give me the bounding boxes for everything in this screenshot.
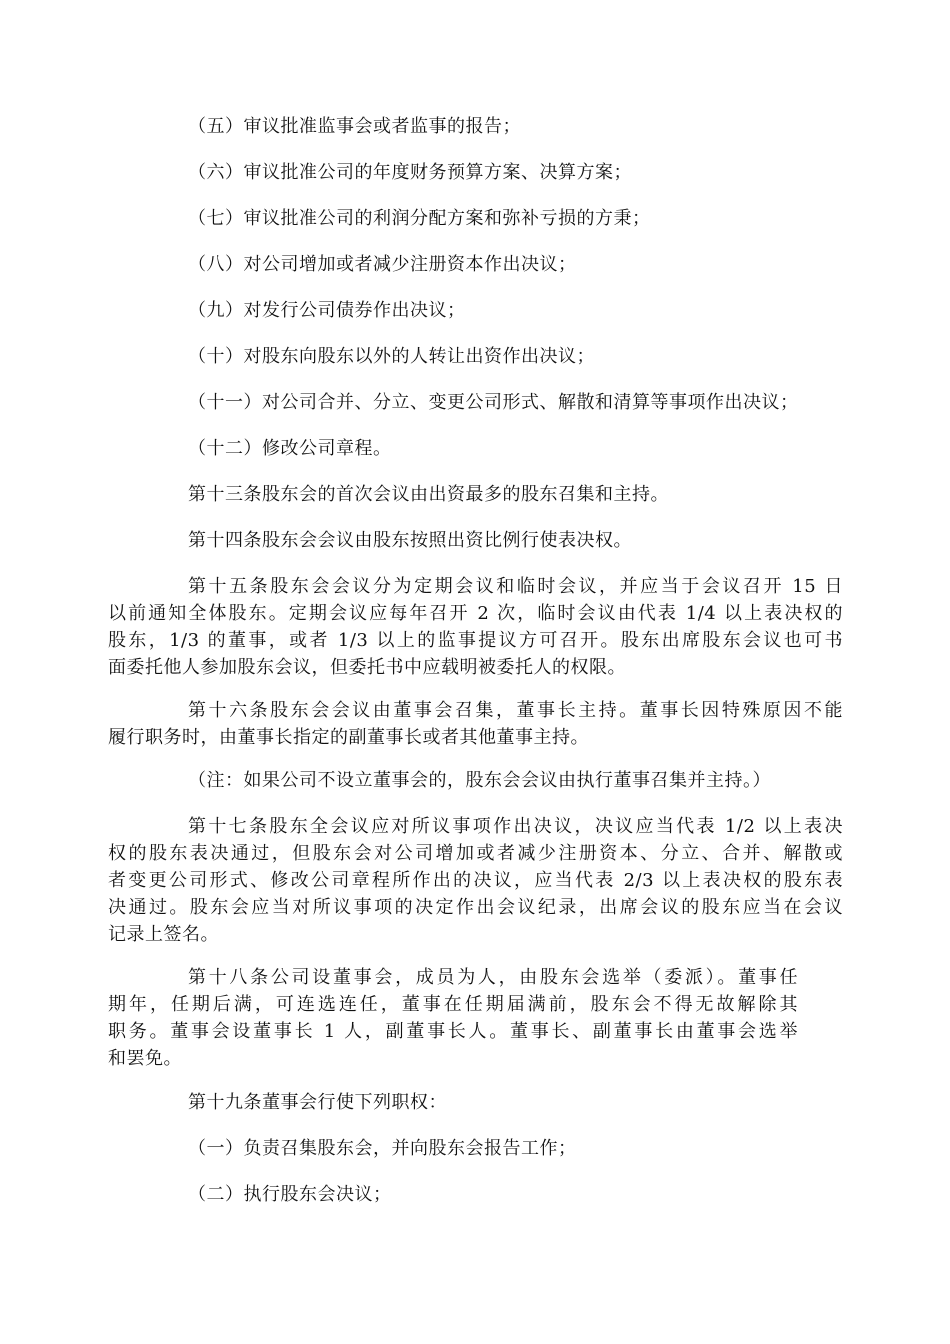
paragraph-line: 者变更公司形式、修改公司章程所作出的决议，应当代表 2/3 以上表决权的股东表 (108, 870, 843, 891)
paragraph-line: 记录上签名。 (108, 924, 219, 945)
article-18 (108, 964, 798, 1072)
list-item: （九）对发行公司债券作出决议； (188, 300, 466, 321)
paragraph-line: 股东，1/3 的董事，或者 1/3 以上的监事提议方可召开。股东出席股东会议也可书 (108, 630, 843, 651)
article-15 (108, 573, 843, 681)
paragraph-line: 第十五条股东会会议分为定期会议和临时会议，并应当于会议召开 15 日 (188, 576, 843, 597)
paragraph-line: 以前通知全体股东。定期会议应每年召开 2 次，临时会议由代表 1/4 以上表决权的 (108, 603, 843, 624)
list-item: （五）审议批准监事会或者监事的报告； (188, 116, 521, 137)
paragraph-line: 第十八条公司设董事会，成员为人，由股东会选举（委派）。董事任 (188, 967, 798, 988)
list-item: （七）审议批准公司的利润分配方案和弥补亏损的方秉； (188, 208, 651, 229)
paragraph-line: 职务。董事会设董事长 1 人，副董事长人。董事长、副董事长由董事会选举 (108, 1021, 798, 1042)
note: （注：如果公司不设立董事会的，股东会会议由执行董事召集并主持。） (188, 770, 771, 791)
article-16 (108, 697, 843, 751)
paragraph-line: 第十七条股东全会议应对所议事项作出决议，决议应当代表 1/2 以上表决 (188, 816, 843, 837)
article-13: 第十三条股东会的首次会议由出资最多的股东召集和主持。 (188, 484, 669, 505)
article-17 (108, 813, 843, 948)
paragraph-line: 决通过。股东会应当对所议事项的决定作出会议纪录，出席会议的股东应当在会议 (108, 897, 843, 918)
article-14: 第十四条股东会会议由股东按照出资比例行使表决权。 (188, 530, 632, 551)
paragraph-line: 和罢免。 (108, 1048, 182, 1069)
article-19: 第十九条董事会行使下列职权： (188, 1092, 447, 1113)
list-item: （八）对公司增加或者减少注册资本作出决议； (188, 254, 577, 275)
list-item: （二）执行股东会决议； (188, 1184, 392, 1205)
list-item: （一）负责召集股东会，并向股东会报告工作； (188, 1138, 577, 1159)
list-item: （十一）对公司合并、分立、变更公司形式、解散和清算等事项作出决议； (188, 392, 799, 413)
list-item: （十二）修改公司章程。 (188, 438, 392, 459)
paragraph-line: 第十六条股东会会议由董事会召集，董事长主持。董事长因特殊原因不能 (188, 700, 843, 721)
paragraph-line: 面委托他人参加股东会议，但委托书中应载明被委托人的权限。 (108, 657, 626, 678)
list-item: （六）审议批准公司的年度财务预算方案、决算方案； (188, 162, 632, 183)
paragraph-line: 履行职务时，由董事长指定的副董事长或者其他董事主持。 (108, 727, 589, 748)
list-item: （十）对股东向股东以外的人转让出资作出决议； (188, 346, 595, 367)
paragraph-line: 期年，任期后满，可连选连任，董事在任期届满前，股东会不得无故解除其 (108, 994, 798, 1015)
paragraph-line: 权的股东表决通过，但股东会对公司增加或者减少注册资本、分立、合并、解散或 (108, 843, 843, 864)
